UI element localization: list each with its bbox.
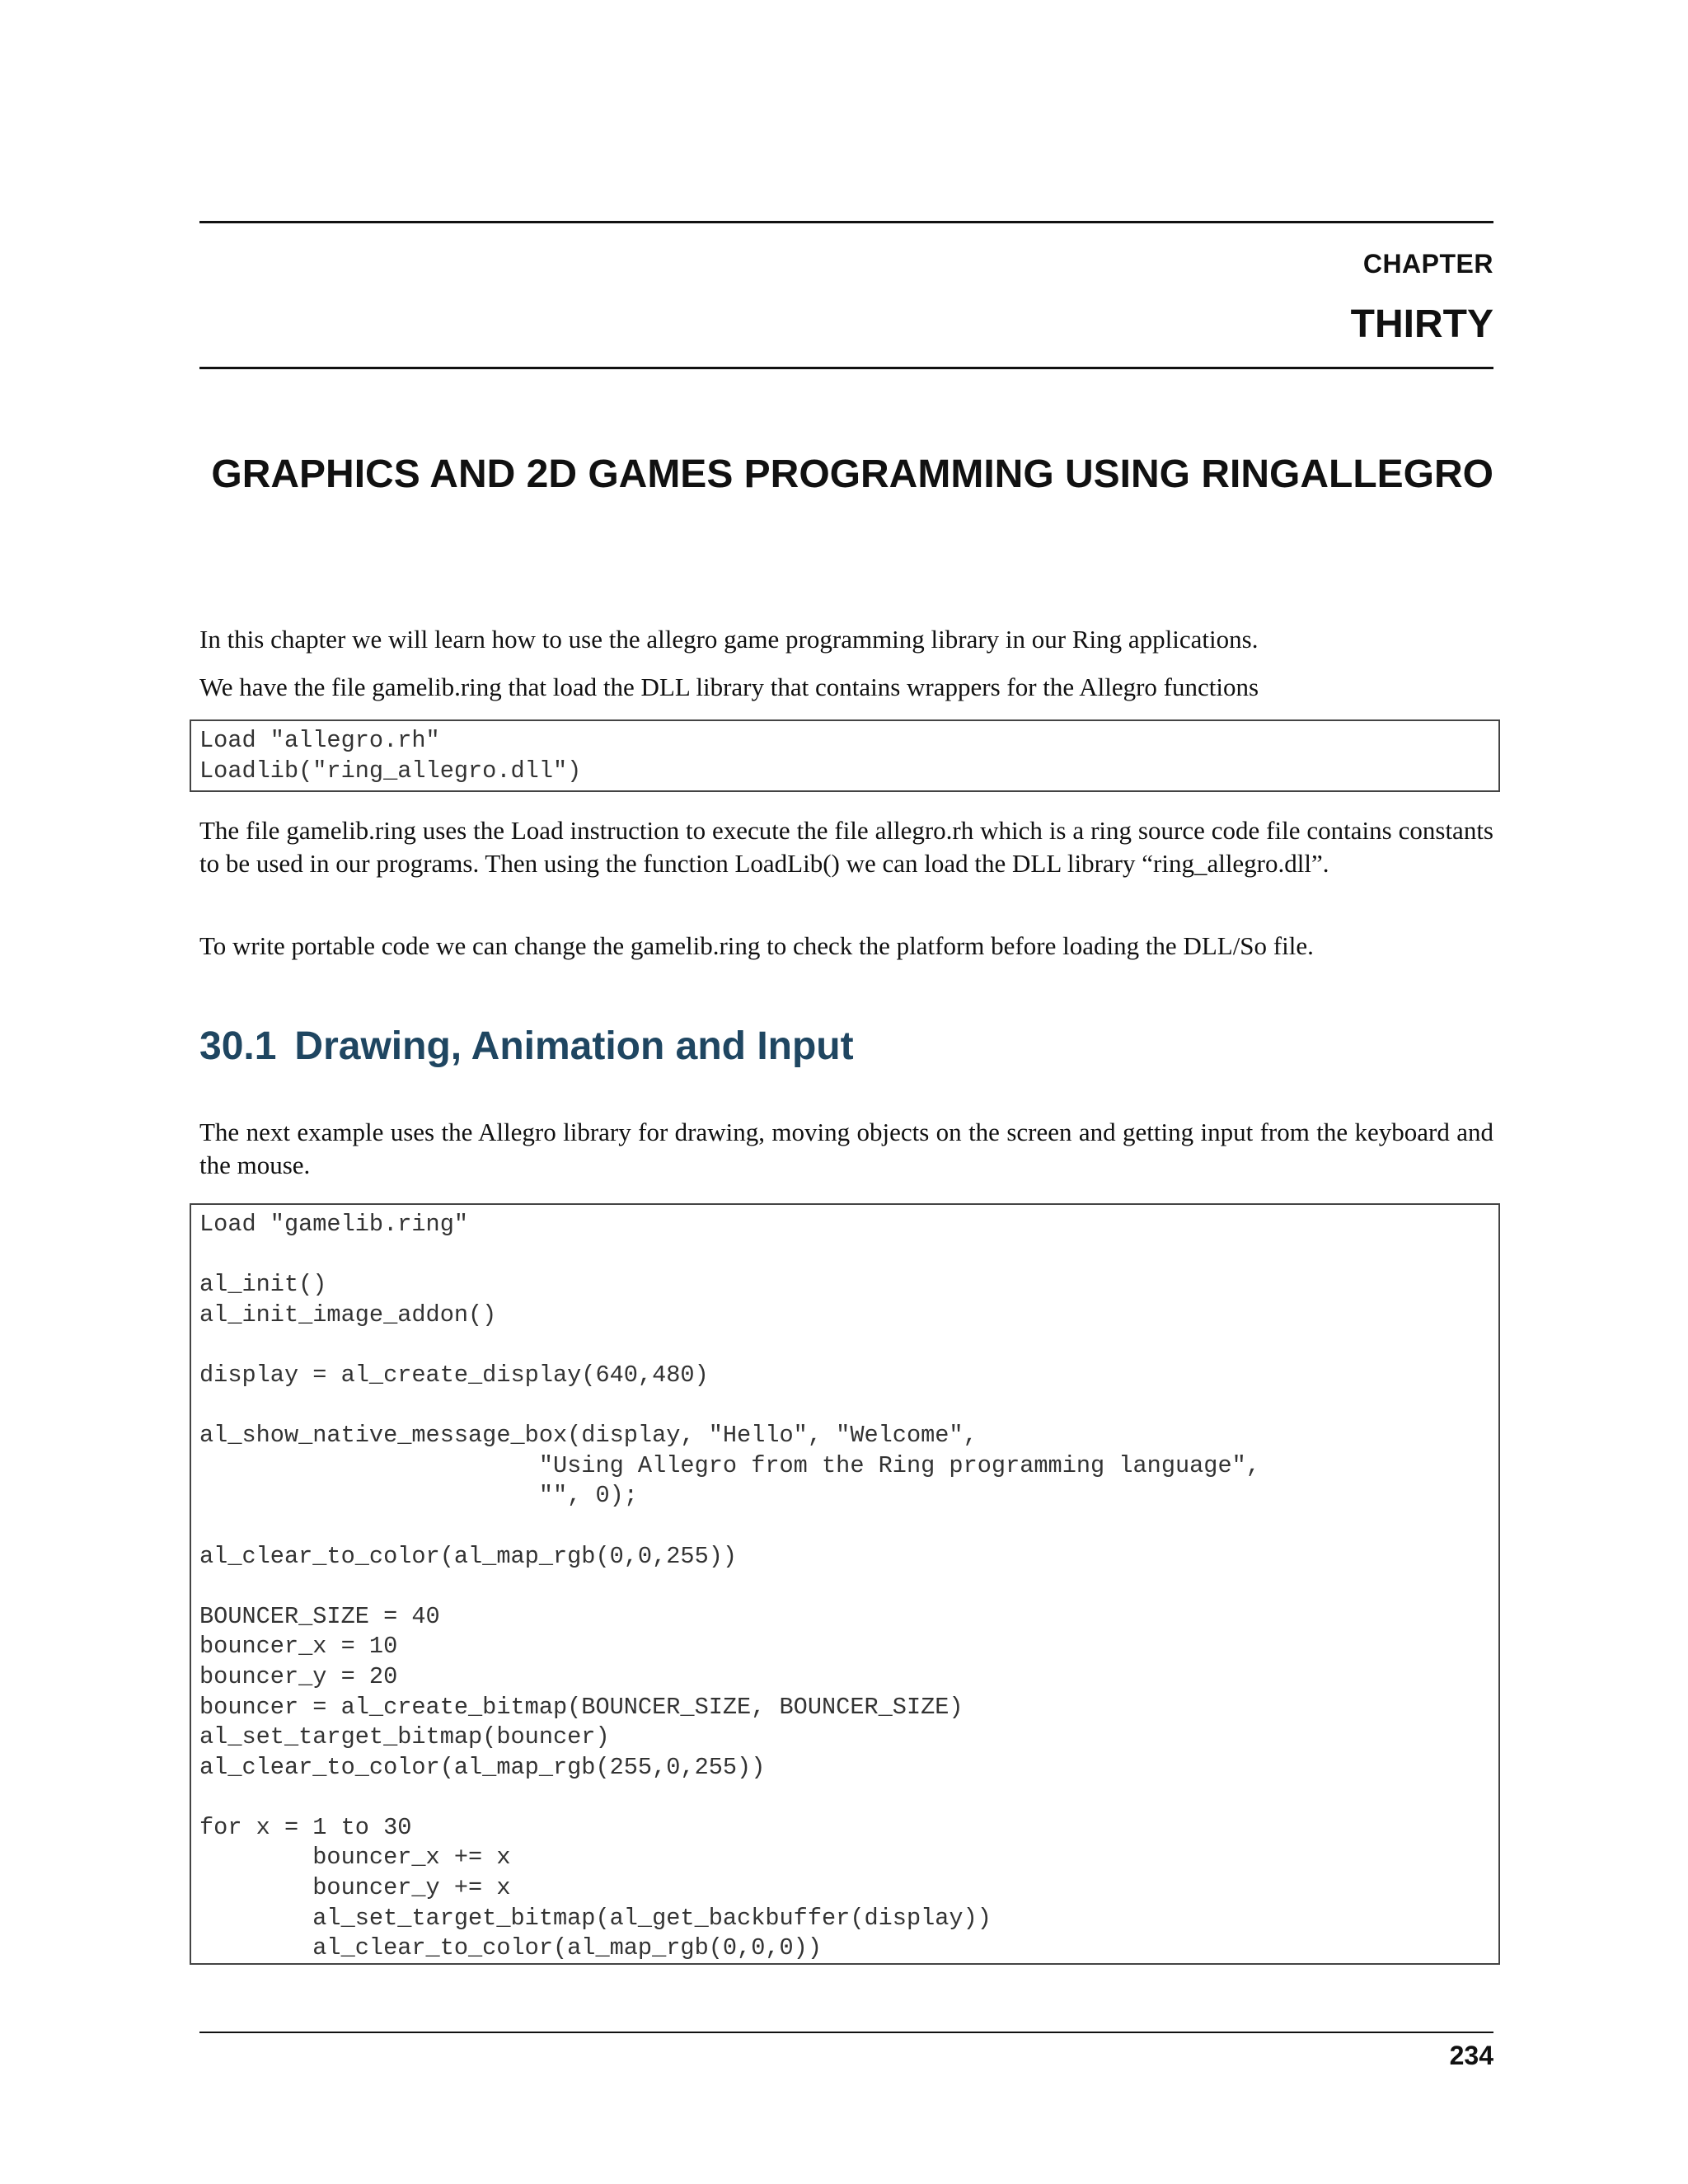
- section-number: 30.1: [199, 1024, 277, 1068]
- intro-paragraph: In this chapter we will learn how to use the allegro game programming library in our Ring applications.: [199, 625, 1259, 654]
- code-listing: Load "allegro.rh" Loadlib("ring_allegro.dll"): [199, 727, 582, 785]
- chapter-number: THIRTY: [1350, 302, 1493, 346]
- footer-rule: [199, 2032, 1493, 2033]
- section-heading: [199, 1024, 854, 1069]
- page-number: 234: [1449, 2041, 1493, 2070]
- body-paragraph: To write portable code we can change the gamelib.ring to check the platform before loading the DLL/So file.: [199, 931, 1314, 960]
- body-paragraph: The file gamelib.ring uses the Load instruction to execute the file allegro.rh which is a ring source code file contains constants to be used in our programs. Then using the function LoadLib() we can load the DLL library “ring_allegro.dll”.: [199, 816, 1493, 878]
- chapter-bottom-rule: [199, 367, 1493, 369]
- code-block: [190, 719, 1500, 792]
- chapter-top-rule: [199, 221, 1493, 223]
- chapter-label: CHAPTER: [1362, 249, 1493, 279]
- chapter-title: GRAPHICS AND 2D GAMES PROGRAMMING USING RINGALLEGRO: [211, 452, 1493, 496]
- code-block: [190, 1203, 1500, 1965]
- section-title: Drawing, Animation and Input: [294, 1024, 854, 1068]
- intro-paragraph: We have the file gamelib.ring that load the DLL library that contains wrappers for the Allegro functions: [199, 673, 1259, 701]
- section-paragraph: The next example uses the Allegro library for drawing, moving objects on the screen and getting input from the keyboard and the mouse.: [199, 1118, 1493, 1179]
- code-listing: Load "gamelib.ring" al_init() al_init_image_addon() display = al_create_display(640,480) al_show_native_message_box(display, "Hello", "Welcome", "Using Allegro from the Ring programming language", "", 0); al_clear_to_color(al_map_rgb(0,0,255)) BOUNCER_SIZE = 40 bouncer_x = 10 bouncer_y = 20 bouncer = al_create_bitmap(BOUNCER_SIZE, BOUNCER_SIZE) al_set_target_bitmap(bouncer) al_clear_to_color(al_map_rgb(255,0,255)) for x = 1 to 30 bouncer_x += x bouncer_y += x al_set_target_bitmap(al_get_backbuffer(display)) al_clear_to_color(al_map_rgb(0,0,0)): [199, 1211, 1260, 1962]
